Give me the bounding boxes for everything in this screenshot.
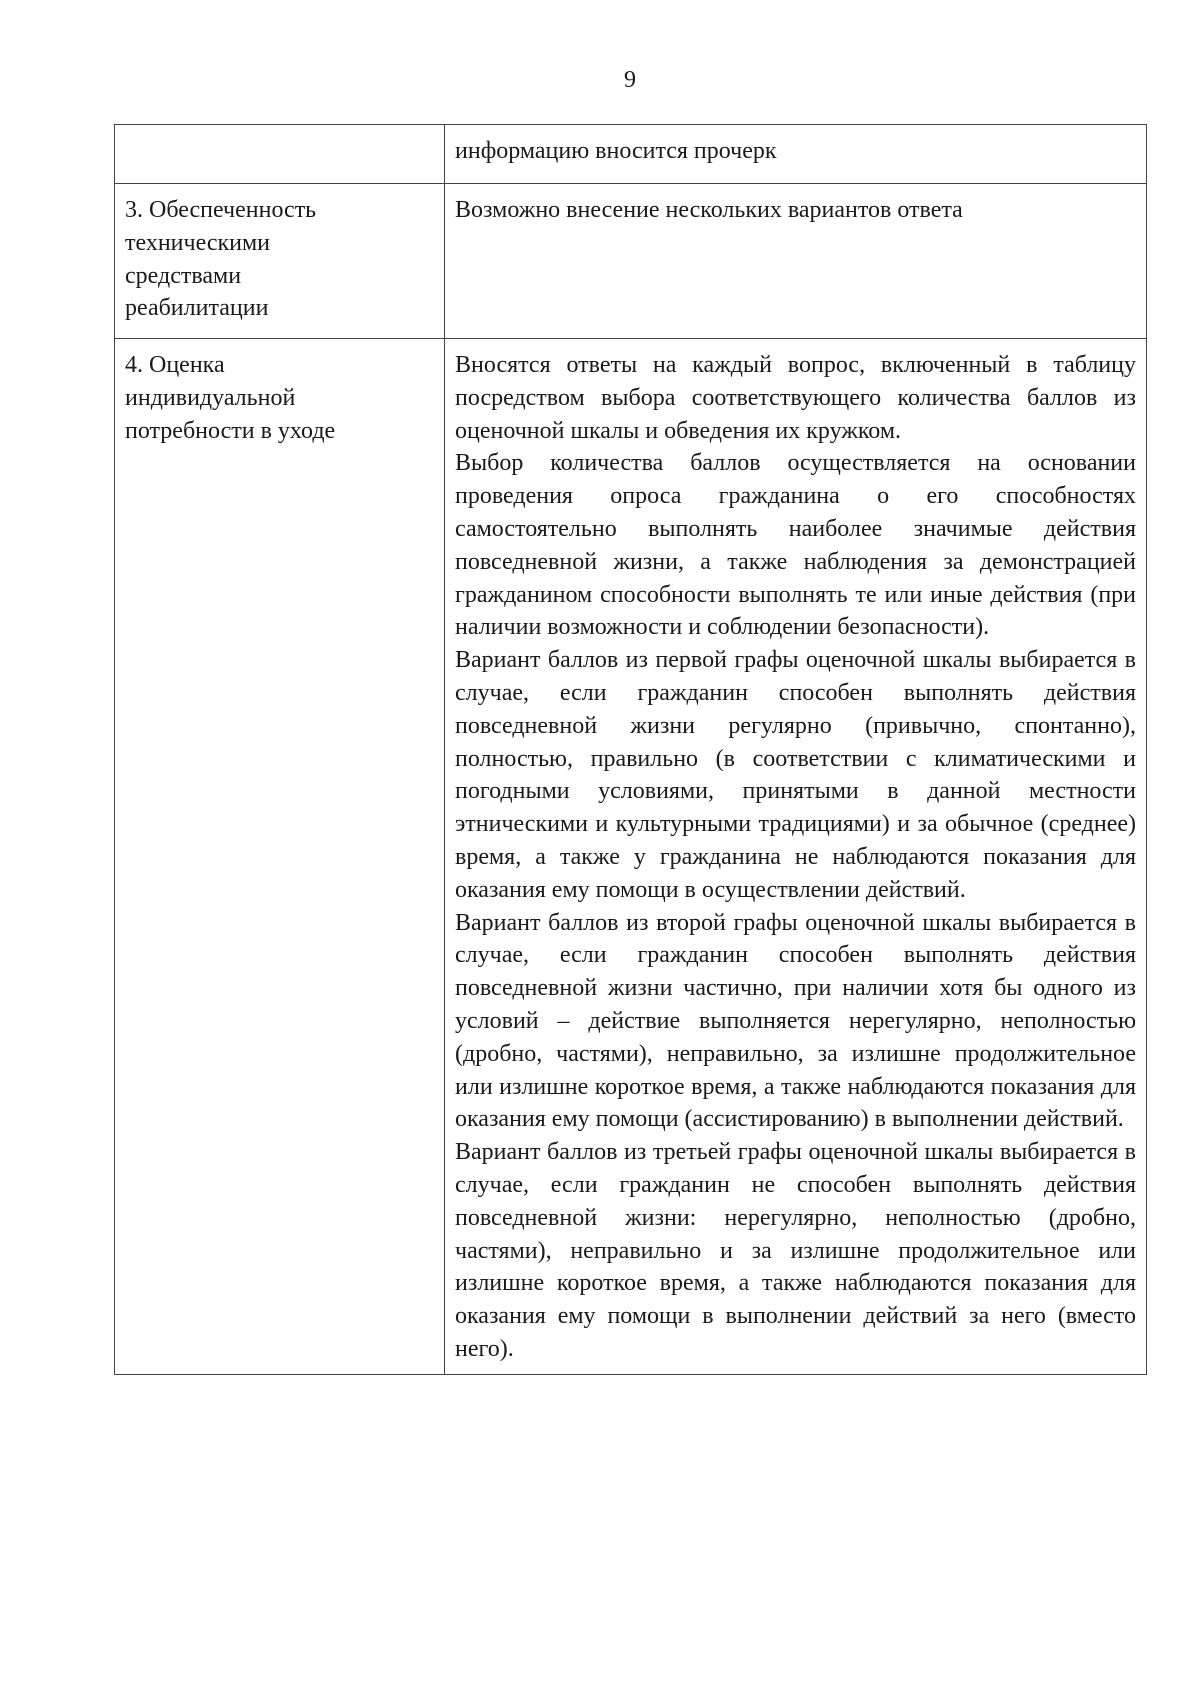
description-paragraph: Выбор количества баллов осуществляется на основании проведения опроса гражданина о его способностях самостоятельно выполнять наиболее значимые действия повседневной жизни, а также наблюдения за демонстрацией гражданином способности выполнять те или иные действия (при наличии возможности и соблюдении безопасности). (455, 450, 1136, 641)
description-paragraph: Вносятся ответы на каждый вопрос, включенный в таблицу посредством выбора соответствующего количества баллов из оценочной шкалы и обведения их кружком. (455, 352, 1136, 444)
table-row (115, 339, 1147, 1375)
instructions-table (114, 124, 1147, 1375)
description-paragraph: Возможно внесение нескольких вариантов ответа (455, 197, 963, 223)
description-paragraph: информацию вносится прочерк (455, 138, 777, 164)
row-label-cell (115, 184, 445, 339)
row-description-cell (445, 184, 1147, 339)
row-label: 4. Оценка индивидуальной потребности в уходе (125, 352, 336, 444)
page-number: 9 (624, 67, 636, 93)
row-label-cell (115, 339, 445, 1375)
row-label: 3. Обеспеченность техническими средствами реабилитации (125, 197, 317, 322)
description-paragraph: Вариант баллов из первой графы оценочной шкалы выбирается в случае, если гражданин способен выполнять действия повседневной жизни регулярно (привычно, спонтанно), полностью, правильно (в соответствии с климатическими и погодными условиями, принятыми в данной местности этническими и культурными традициями) и за обычное (среднее) время, а также у гражданина не наблюдаются показания для оказания ему помощи в осуществлении действий. (455, 647, 1136, 903)
description-paragraph: Вариант баллов из третьей графы оценочной шкалы выбирается в случае, если гражданин не способен выполнять действия повседневной жизни: нерегулярно, неполностью (дробно, частями), неправильно и за излишне продолжительное или излишне короткое время, а также наблюдаются показания для оказания ему помощи в выполнении действий за него (вместо него). (455, 1139, 1136, 1362)
row-description-cell (445, 339, 1147, 1375)
table-row (115, 184, 1147, 339)
description-paragraph: Вариант баллов из второй графы оценочной шкалы выбирается в случае, если гражданин способен выполнять действия повседневной жизни частично, при наличии хотя бы одного из условий – действие выполняется нерегулярно, неполностью (дробно, частями), неправильно, за излишне продолжительное или излишне короткое время, а также наблюдаются показания для оказания ему помощи (ассистированию) в выполнении действий. (455, 909, 1136, 1133)
row-description-cell (445, 125, 1147, 184)
table-row (115, 125, 1147, 184)
row-label-cell (115, 125, 445, 184)
